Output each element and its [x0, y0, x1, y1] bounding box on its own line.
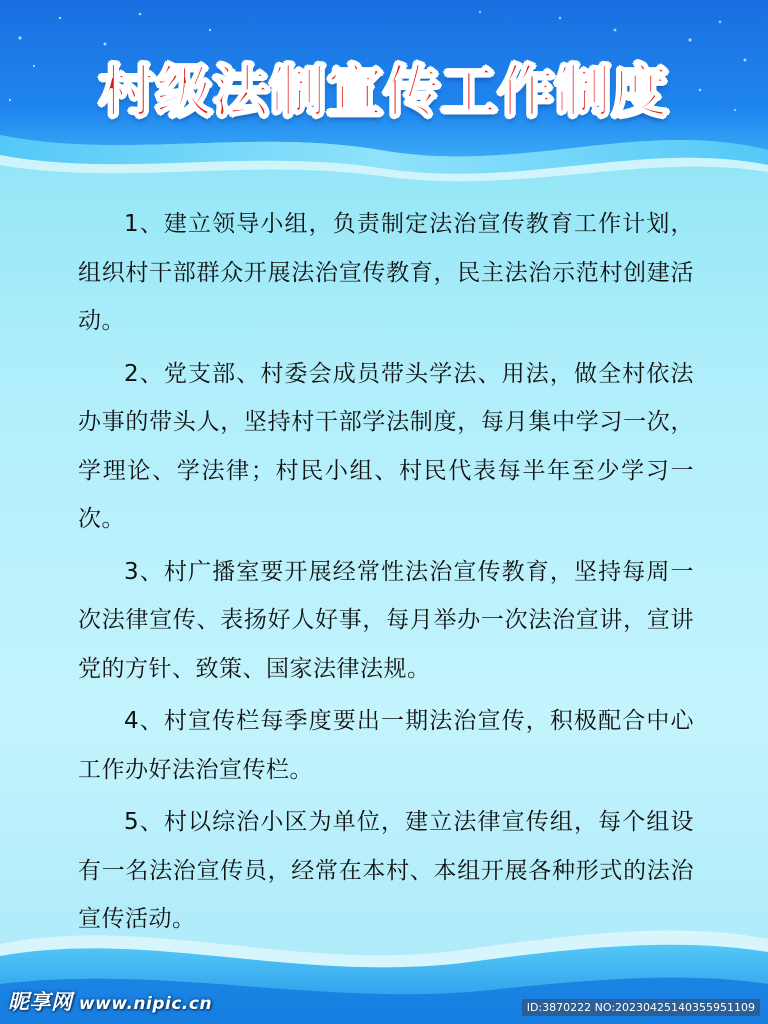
regulation-item-1: 1、建立领导小组，负责制定法治宣传教育工作计划，组织村干部群众开展法治宣传教育，民主法治示范村创建活动。: [78, 211, 694, 334]
regulation-body: [78, 200, 694, 944]
regulation-item-2: 2、党支部、村委会成员带头学法、用法，做全村依法办事的带头人，坚持村干部学法制度，每月集中学习一次，学理论、学法律；村民小组、村民代表每半年至少学习一次。: [78, 360, 694, 532]
watermark-url: www.nipic.cn: [78, 994, 213, 1014]
image-id-tag: ID:3870222 NO:20230425140355951109: [522, 999, 760, 1016]
regulation-item-3: 3、村广播室要开展经常性法治宣传教育，坚持每周一次法律宣传、表扬好人好事，每月举办一次法治宣讲，宣讲党的方针、致策、国家法律法规。: [78, 558, 694, 682]
page-title: 村级法制宣传工作制度: [99, 60, 669, 125]
regulation-item-4: 4、村宣传栏每季度要出一期法治宣传，积极配合中心工作办好法治宣传栏。: [78, 708, 694, 783]
site-watermark: [8, 986, 212, 1016]
regulation-item-5: 5、村以综治小区为单位，建立法律宣传组，每个组设有一名法治宣传员，经常在本村、本组开展各种形式的法治宣传活动。: [78, 809, 694, 932]
watermark-logo: 昵享网: [8, 990, 73, 1014]
